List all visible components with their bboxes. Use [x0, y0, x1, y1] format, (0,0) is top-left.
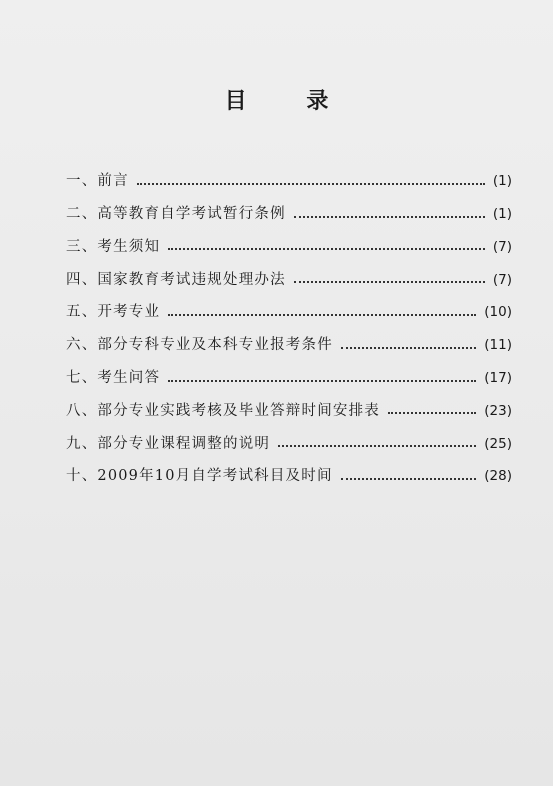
- toc-leader-dots: [168, 380, 476, 382]
- toc-entry-page: (17): [484, 370, 512, 387]
- page-title: 目 录: [224, 89, 355, 114]
- toc-entry-page: (1): [492, 206, 512, 223]
- toc-entry: [66, 222, 512, 255]
- toc-entry-page: (28): [484, 468, 512, 485]
- toc-leader-dots: [341, 478, 477, 480]
- toc-entry-label: 一、前言: [66, 173, 129, 190]
- toc-entry-page: (7): [492, 238, 512, 255]
- toc-entry-label: 六、部分专科专业及本科专业报考条件: [66, 337, 333, 354]
- toc-entry: [66, 320, 512, 353]
- toc-entry-page: (25): [484, 435, 512, 452]
- toc-leader-dots: [278, 445, 476, 447]
- toc-leader-dots: [341, 347, 476, 349]
- toc-entry: [66, 353, 512, 386]
- toc-leader-dots: [294, 216, 485, 218]
- toc-entry-label: 七、考生问答: [66, 370, 161, 387]
- toc-entry-page: (23): [484, 402, 512, 419]
- toc-entry-page: (1): [492, 173, 512, 190]
- toc-entry: [66, 451, 512, 484]
- toc-entry-label: 十、2009年10月自学考试科目及时间: [66, 468, 333, 485]
- toc-entry-label: 二、高等教育自学考试暂行条例: [66, 206, 286, 223]
- toc-entry: [66, 287, 512, 320]
- toc-leader-dots: [388, 412, 476, 414]
- toc-leader-dots: [168, 248, 485, 250]
- toc-entry: [66, 156, 512, 189]
- toc-entry-label: 九、部分专业课程调整的说明: [66, 435, 271, 452]
- toc-entry-page: (10): [484, 304, 512, 321]
- toc-entry-label: 三、考生须知: [66, 238, 161, 255]
- toc-leader-dots: [137, 183, 485, 185]
- toc-leader-dots: [294, 281, 485, 283]
- toc-leader-dots: [168, 314, 476, 316]
- toc-entry-label: 五、开考专业: [66, 304, 161, 321]
- toc-entry-page: (7): [492, 271, 512, 288]
- toc-entry: [66, 254, 512, 287]
- toc-entry: [66, 189, 512, 222]
- table-of-contents: [66, 156, 512, 484]
- toc-entry-label: 四、国家教育考试违规处理办法: [66, 271, 286, 288]
- toc-entry: [66, 386, 512, 419]
- toc-entry-page: (11): [484, 337, 512, 354]
- toc-entry: [66, 418, 512, 451]
- toc-entry-label: 八、部分专业实践考核及毕业答辩时间安排表: [66, 402, 380, 419]
